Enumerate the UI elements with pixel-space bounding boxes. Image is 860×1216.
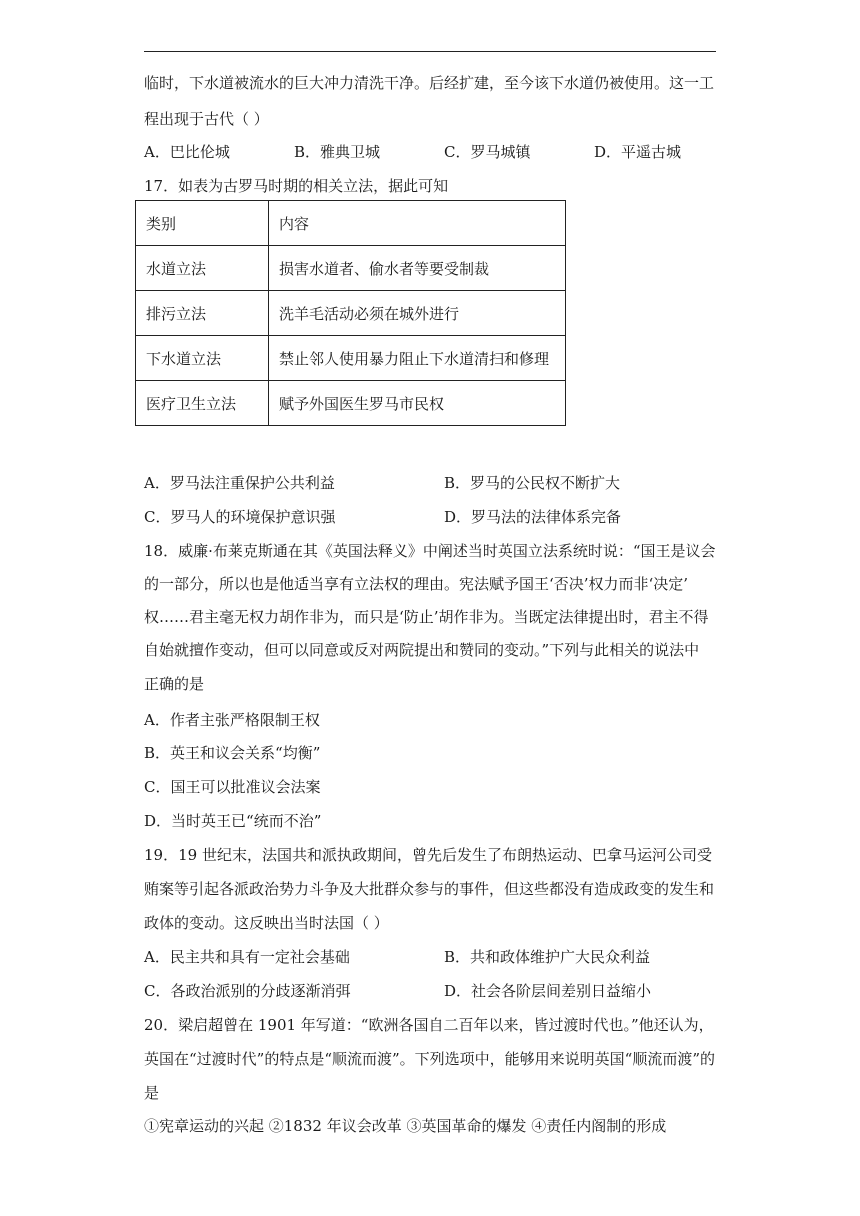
table-row: [136, 246, 566, 291]
q16-text-line-2: 程出现于古代（ ）: [144, 110, 269, 128]
q20-statements: ①宪章运动的兴起 ②1832 年议会改革 ③英国革命的爆发 ④责任内阁制的形成: [144, 1117, 667, 1135]
q19-stem-line-1: 19．19 世纪末，法国共和派执政期间，曾先后发生了布朗热运动、巴拿马运河公司受: [144, 846, 712, 864]
q20-stem-line-3: 是: [144, 1084, 160, 1102]
table-row: [136, 336, 566, 381]
q17-option-c[interactable]: C．罗马人的环境保护意识强: [144, 508, 336, 526]
q17-stem: 17．如表为古罗马时期的相关立法，据此可知: [144, 177, 449, 195]
q18-stem-line-3: 权……君主毫无权力胡作非为，而只是‘防止’胡作非为。当既定法律提出时，君主不得: [144, 608, 709, 626]
q20-stem-line-2: 英国在“过渡时代”的特点是“顺流而渡”。下列选项中，能够用来说明英国“顺流而渡”的: [144, 1050, 716, 1068]
q18-option-d[interactable]: D．当时英王已“统而不治”: [144, 812, 322, 830]
table-cell: 医疗卫生立法: [136, 381, 269, 426]
q17-option-a[interactable]: A．罗马法注重保护公共利益: [144, 474, 335, 492]
q16-option-a[interactable]: A．巴比伦城: [144, 143, 230, 161]
q17-law-table: [135, 200, 566, 426]
q18-stem-line-2: 的一部分，所以也是他适当享有立法权的理由。宪法赋予国王‘否决’权力而非‘决定’: [144, 575, 689, 593]
q18-stem-line-5: 正确的是: [144, 675, 205, 693]
table-cell: 禁止邻人使用暴力阻止下水道清扫和修理: [269, 336, 566, 381]
q18-stem-line-1: 18．威廉·布莱克斯通在其《英国法释义》中阐述当时英国立法系统时说：“国王是议会: [144, 542, 716, 560]
q19-option-a[interactable]: A．民主共和具有一定社会基础: [144, 948, 350, 966]
header-rule: [144, 51, 716, 52]
q18-option-a[interactable]: A．作者主张严格限制王权: [144, 711, 320, 729]
q16-option-c[interactable]: C．罗马城镇: [444, 143, 531, 161]
table-header-cell: 类别: [136, 201, 269, 246]
table-cell: 赋予外国医生罗马市民权: [269, 381, 566, 426]
table-row: [136, 291, 566, 336]
q19-option-b[interactable]: B．共和政体维护广大民众利益: [444, 948, 651, 966]
q20-stem-line-1: 20．梁启超曾在 1901 年写道：“欧洲各国自二百年以来，皆过渡时代也。”他还认为，: [144, 1016, 714, 1034]
q19-stem-line-2: 贿案等引起各派政治势力斗争及大批群众参与的事件，但这些都没有造成政变的发生和: [144, 880, 715, 898]
table-cell: 洗羊毛活动必须在城外进行: [269, 291, 566, 336]
table-row: [136, 381, 566, 426]
table-cell: 下水道立法: [136, 336, 269, 381]
q17-option-b[interactable]: B．罗马的公民权不断扩大: [444, 474, 621, 492]
q16-option-d[interactable]: D．平遥古城: [594, 143, 682, 161]
table-cell: 损害水道者、偷水者等要受制裁: [269, 246, 566, 291]
q16-option-b[interactable]: B．雅典卫城: [294, 143, 381, 161]
table-cell: 排污立法: [136, 291, 269, 336]
table-header-row: [136, 201, 566, 246]
q17-option-d[interactable]: D．罗马法的法律体系完备: [444, 508, 622, 526]
q19-option-d[interactable]: D．社会各阶层间差别日益缩小: [444, 982, 652, 1000]
q19-option-c[interactable]: C．各政治派别的分歧逐渐消弭: [144, 982, 351, 1000]
q18-stem-line-4: 自始就擅作变动，但可以同意或反对两院提出和赞同的变动。”下列与此相关的说法中: [144, 641, 700, 659]
q18-option-b[interactable]: B．英王和议会关系“均衡”: [144, 744, 321, 762]
q16-text-line-1: 临时，下水道被流水的巨大冲力清洗干净。后经扩建，至今该下水道仍被使用。这一工: [144, 74, 715, 92]
table-cell: 水道立法: [136, 246, 269, 291]
q18-option-c[interactable]: C．国王可以批准议会法案: [144, 778, 321, 796]
table-header-cell: 内容: [269, 201, 566, 246]
q19-stem-line-3: 政体的变动。这反映出当时法国（ ）: [144, 914, 389, 932]
